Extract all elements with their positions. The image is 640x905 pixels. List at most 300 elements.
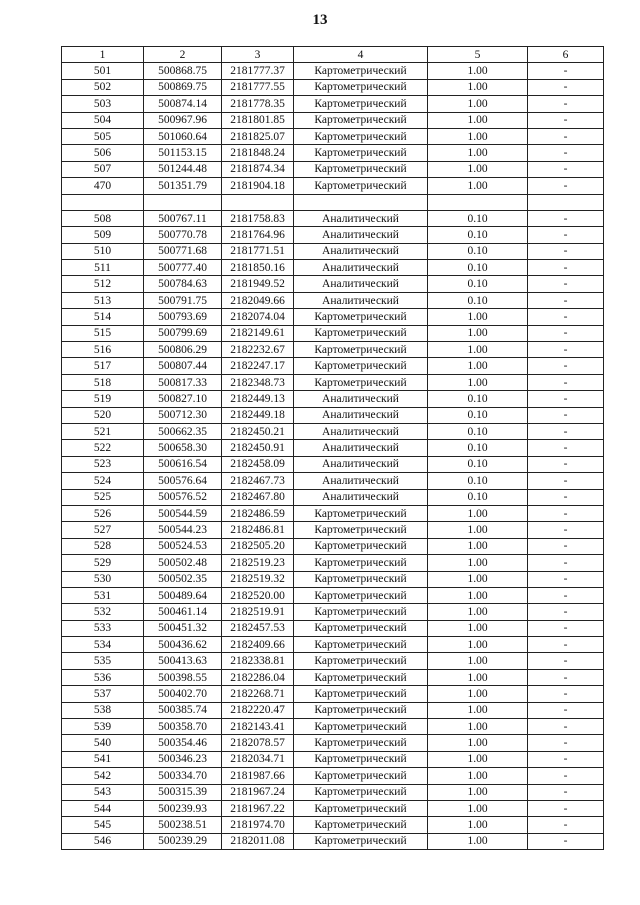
- cell-y: 2182519.32: [222, 571, 294, 587]
- cell-y: 2181874.34: [222, 161, 294, 177]
- cell-y: 2182505.20: [222, 538, 294, 554]
- cell-x: 500436.62: [144, 637, 222, 653]
- cell-point-number: 503: [62, 96, 144, 112]
- cell-x: 500868.75: [144, 63, 222, 79]
- cell-method: Аналитический: [294, 456, 428, 472]
- cell-description: -: [528, 620, 604, 636]
- cell-method: Картометрический: [294, 342, 428, 358]
- cell-method: Аналитический: [294, 407, 428, 423]
- cell-x: 500967.96: [144, 112, 222, 128]
- cell-description: -: [528, 604, 604, 620]
- table-row: [62, 505, 604, 521]
- cell-y: 2181777.55: [222, 79, 294, 95]
- cell-y: 2182011.08: [222, 833, 294, 849]
- table-row: [62, 456, 604, 472]
- cell-point-number: 529: [62, 555, 144, 571]
- cell-method: Картометрический: [294, 833, 428, 849]
- cell-x: 500544.23: [144, 522, 222, 538]
- cell-method: Картометрический: [294, 358, 428, 374]
- cell-description: -: [528, 686, 604, 702]
- cell-accuracy: 1.00: [428, 751, 528, 767]
- cell-y: 2182232.67: [222, 342, 294, 358]
- table-row: [62, 128, 604, 144]
- cell-accuracy: 1.00: [428, 161, 528, 177]
- table-row: [62, 571, 604, 587]
- cell-x: 500358.70: [144, 719, 222, 735]
- table-row: [62, 587, 604, 603]
- table-row: [62, 440, 604, 456]
- cell-y: 2182449.13: [222, 391, 294, 407]
- cell-method: Картометрический: [294, 145, 428, 161]
- cell-accuracy: 0.10: [428, 391, 528, 407]
- cell-point-number: 539: [62, 719, 144, 735]
- cell-point-number: 536: [62, 669, 144, 685]
- table-row: [62, 276, 604, 292]
- cell-x: 501153.15: [144, 145, 222, 161]
- cell-point-number: 535: [62, 653, 144, 669]
- cell-point-number: 501: [62, 63, 144, 79]
- cell-description: -: [528, 391, 604, 407]
- cell-accuracy: 1.00: [428, 505, 528, 521]
- cell-description: -: [528, 473, 604, 489]
- cell-y: 2182450.21: [222, 423, 294, 439]
- cell-description: -: [528, 817, 604, 833]
- cell-accuracy: 1.00: [428, 358, 528, 374]
- table-row: [62, 325, 604, 341]
- table-row: [62, 194, 604, 210]
- cell-y: 2182467.73: [222, 473, 294, 489]
- cell-method: Картометрический: [294, 800, 428, 816]
- cell-point-number: 532: [62, 604, 144, 620]
- cell-y: 2182268.71: [222, 686, 294, 702]
- table-row: [62, 161, 604, 177]
- cell-method: Картометрический: [294, 161, 428, 177]
- cell-method: Картометрический: [294, 571, 428, 587]
- cell-y: 2181967.24: [222, 784, 294, 800]
- cell-y: 2181764.96: [222, 227, 294, 243]
- table-row: [62, 473, 604, 489]
- cell-y: 2181848.24: [222, 145, 294, 161]
- cell-description: -: [528, 309, 604, 325]
- cell-accuracy: 1.00: [428, 96, 528, 112]
- cell-description: -: [528, 260, 604, 276]
- cell-method: Картометрический: [294, 96, 428, 112]
- cell-y: 2182149.61: [222, 325, 294, 341]
- cell-description: -: [528, 751, 604, 767]
- cell-method: Аналитический: [294, 210, 428, 226]
- cell-method: Аналитический: [294, 276, 428, 292]
- table-row: [62, 604, 604, 620]
- table-row: [62, 292, 604, 308]
- table-row: [62, 751, 604, 767]
- cell-y: 2181771.51: [222, 243, 294, 259]
- cell-accuracy: 0.10: [428, 440, 528, 456]
- cell-x: 500712.30: [144, 407, 222, 423]
- cell-accuracy: 1.00: [428, 637, 528, 653]
- cell-accuracy: 0.10: [428, 260, 528, 276]
- cell-point-number: 523: [62, 456, 144, 472]
- table-row: [62, 620, 604, 636]
- table-row: [62, 112, 604, 128]
- cell-description: -: [528, 145, 604, 161]
- table-row: [62, 374, 604, 390]
- cell-y: 2181758.83: [222, 210, 294, 226]
- cell-accuracy: 1.00: [428, 79, 528, 95]
- cell-x: 500502.35: [144, 571, 222, 587]
- cell-x: 500576.64: [144, 473, 222, 489]
- cell-description: -: [528, 702, 604, 718]
- table-row: [62, 391, 604, 407]
- cell-accuracy: 1.00: [428, 325, 528, 341]
- cell-method: Картометрический: [294, 309, 428, 325]
- cell-method: Картометрический: [294, 555, 428, 571]
- cell-y: 2182247.17: [222, 358, 294, 374]
- cell-y: 2182286.04: [222, 669, 294, 685]
- cell-method: Картометрический: [294, 669, 428, 685]
- cell-description: -: [528, 784, 604, 800]
- cell-point-number: 526: [62, 505, 144, 521]
- cell-method: Картометрический: [294, 620, 428, 636]
- cell-y: 2181801.85: [222, 112, 294, 128]
- cell-description: -: [528, 243, 604, 259]
- cell-point-number: 525: [62, 489, 144, 505]
- cell-accuracy: 1.00: [428, 63, 528, 79]
- cell-accuracy: 0.10: [428, 227, 528, 243]
- cell-method: Картометрический: [294, 63, 428, 79]
- cell-description: -: [528, 833, 604, 849]
- table-row: [62, 522, 604, 538]
- cell-point-number: 519: [62, 391, 144, 407]
- cell-accuracy: 1.00: [428, 800, 528, 816]
- cell-description: -: [528, 735, 604, 751]
- column-header-accuracy: 5: [428, 47, 528, 63]
- cell-method: Картометрический: [294, 735, 428, 751]
- cell-point-number: [62, 194, 144, 210]
- cell-accuracy: 1.00: [428, 522, 528, 538]
- cell-description: -: [528, 637, 604, 653]
- cell-description: -: [528, 653, 604, 669]
- cell-x: 500239.93: [144, 800, 222, 816]
- cell-x: 500874.14: [144, 96, 222, 112]
- cell-accuracy: 1.00: [428, 653, 528, 669]
- cell-method: Картометрический: [294, 768, 428, 784]
- cell-description: -: [528, 505, 604, 521]
- cell-accuracy: 0.10: [428, 292, 528, 308]
- cell-x: 501351.79: [144, 178, 222, 194]
- table-row: [62, 489, 604, 505]
- cell-point-number: 511: [62, 260, 144, 276]
- cell-method: Картометрический: [294, 686, 428, 702]
- cell-accuracy: 1.00: [428, 587, 528, 603]
- cell-y: [222, 194, 294, 210]
- cell-accuracy: 1.00: [428, 555, 528, 571]
- cell-point-number: 528: [62, 538, 144, 554]
- cell-method: Картометрический: [294, 505, 428, 521]
- table-row: [62, 538, 604, 554]
- cell-accuracy: 1.00: [428, 571, 528, 587]
- cell-x: 500238.51: [144, 817, 222, 833]
- cell-point-number: 522: [62, 440, 144, 456]
- cell-y: 2182143.41: [222, 719, 294, 735]
- cell-accuracy: 1.00: [428, 768, 528, 784]
- table-row: [62, 96, 604, 112]
- table-row: [62, 669, 604, 685]
- table-row: [62, 686, 604, 702]
- cell-description: -: [528, 128, 604, 144]
- cell-method: Картометрический: [294, 817, 428, 833]
- cell-accuracy: 1.00: [428, 784, 528, 800]
- cell-method: Аналитический: [294, 391, 428, 407]
- table-row: [62, 210, 604, 226]
- cell-accuracy: 1.00: [428, 735, 528, 751]
- cell-y: 2182409.66: [222, 637, 294, 653]
- cell-description: -: [528, 456, 604, 472]
- cell-method: [294, 194, 428, 210]
- cell-x: 500524.53: [144, 538, 222, 554]
- cell-description: -: [528, 719, 604, 735]
- cell-point-number: 508: [62, 210, 144, 226]
- table-row: [62, 342, 604, 358]
- cell-point-number: 506: [62, 145, 144, 161]
- cell-description: -: [528, 538, 604, 554]
- cell-x: 500616.54: [144, 456, 222, 472]
- cell-point-number: 543: [62, 784, 144, 800]
- cell-description: -: [528, 423, 604, 439]
- cell-accuracy: 1.00: [428, 702, 528, 718]
- cell-point-number: 509: [62, 227, 144, 243]
- cell-x: 500402.70: [144, 686, 222, 702]
- cell-method: Аналитический: [294, 423, 428, 439]
- cell-description: -: [528, 161, 604, 177]
- cell-point-number: 542: [62, 768, 144, 784]
- cell-x: 500767.11: [144, 210, 222, 226]
- cell-x: 500807.44: [144, 358, 222, 374]
- cell-y: 2181987.66: [222, 768, 294, 784]
- cell-point-number: 544: [62, 800, 144, 816]
- cell-x: 500770.78: [144, 227, 222, 243]
- cell-description: -: [528, 374, 604, 390]
- cell-accuracy: 0.10: [428, 243, 528, 259]
- table-row: [62, 145, 604, 161]
- table-row: [62, 784, 604, 800]
- cell-description: -: [528, 63, 604, 79]
- table-row: [62, 719, 604, 735]
- cell-description: -: [528, 342, 604, 358]
- cell-x: 500658.30: [144, 440, 222, 456]
- cell-x: 500544.59: [144, 505, 222, 521]
- cell-method: Картометрический: [294, 325, 428, 341]
- cell-accuracy: 1.00: [428, 342, 528, 358]
- cell-description: -: [528, 669, 604, 685]
- cell-accuracy: 1.00: [428, 833, 528, 849]
- cell-y: 2181777.37: [222, 63, 294, 79]
- cell-point-number: 534: [62, 637, 144, 653]
- cell-x: 500461.14: [144, 604, 222, 620]
- table-row: [62, 407, 604, 423]
- cell-method: Аналитический: [294, 243, 428, 259]
- table-row: [62, 227, 604, 243]
- cell-method: Картометрический: [294, 112, 428, 128]
- cell-point-number: 512: [62, 276, 144, 292]
- cell-point-number: 538: [62, 702, 144, 718]
- cell-accuracy: 1.00: [428, 669, 528, 685]
- cell-point-number: 520: [62, 407, 144, 423]
- cell-x: 500451.32: [144, 620, 222, 636]
- cell-point-number: 505: [62, 128, 144, 144]
- cell-x: 500239.29: [144, 833, 222, 849]
- cell-point-number: 540: [62, 735, 144, 751]
- cell-point-number: 533: [62, 620, 144, 636]
- cell-description: -: [528, 555, 604, 571]
- cell-description: -: [528, 407, 604, 423]
- table-row: [62, 833, 604, 849]
- cell-method: Картометрический: [294, 604, 428, 620]
- cell-x: 500869.75: [144, 79, 222, 95]
- cell-accuracy: 1.00: [428, 538, 528, 554]
- cell-y: 2182486.81: [222, 522, 294, 538]
- cell-x: [144, 194, 222, 210]
- cell-y: 2182078.57: [222, 735, 294, 751]
- cell-method: Картометрический: [294, 522, 428, 538]
- cell-point-number: 510: [62, 243, 144, 259]
- cell-point-number: 515: [62, 325, 144, 341]
- cell-x: 500827.10: [144, 391, 222, 407]
- cell-x: 500315.39: [144, 784, 222, 800]
- cell-x: 500817.33: [144, 374, 222, 390]
- cell-accuracy: 1.00: [428, 145, 528, 161]
- cell-point-number: 504: [62, 112, 144, 128]
- cell-method: Картометрический: [294, 178, 428, 194]
- cell-accuracy: 1.00: [428, 128, 528, 144]
- cell-x: 500791.75: [144, 292, 222, 308]
- coordinates-table: [61, 46, 604, 850]
- cell-x: 500806.29: [144, 342, 222, 358]
- cell-description: -: [528, 768, 604, 784]
- cell-y: 2182519.23: [222, 555, 294, 571]
- cell-description: -: [528, 292, 604, 308]
- cell-point-number: 516: [62, 342, 144, 358]
- cell-y: 2182519.91: [222, 604, 294, 620]
- cell-y: 2182467.80: [222, 489, 294, 505]
- table-row: [62, 260, 604, 276]
- table-row: [62, 178, 604, 194]
- table-row: [62, 817, 604, 833]
- cell-y: 2182458.09: [222, 456, 294, 472]
- cell-description: -: [528, 325, 604, 341]
- cell-method: Аналитический: [294, 440, 428, 456]
- table-row: [62, 309, 604, 325]
- cell-x: 500771.68: [144, 243, 222, 259]
- cell-method: Картометрический: [294, 751, 428, 767]
- cell-y: 2182220.47: [222, 702, 294, 718]
- cell-y: 2181850.16: [222, 260, 294, 276]
- cell-x: 500413.63: [144, 653, 222, 669]
- cell-method: Картометрический: [294, 587, 428, 603]
- cell-point-number: 545: [62, 817, 144, 833]
- cell-x: 501244.48: [144, 161, 222, 177]
- cell-x: 500489.64: [144, 587, 222, 603]
- cell-method: Картометрический: [294, 702, 428, 718]
- cell-x: 500793.69: [144, 309, 222, 325]
- cell-x: 500777.40: [144, 260, 222, 276]
- table-row: [62, 653, 604, 669]
- cell-point-number: 531: [62, 587, 144, 603]
- cell-point-number: 514: [62, 309, 144, 325]
- table-row: [62, 79, 604, 95]
- cell-accuracy: [428, 194, 528, 210]
- cell-accuracy: 0.10: [428, 456, 528, 472]
- cell-accuracy: 0.10: [428, 210, 528, 226]
- cell-y: 2182348.73: [222, 374, 294, 390]
- cell-description: -: [528, 79, 604, 95]
- cell-x: 500346.23: [144, 751, 222, 767]
- cell-x: 500502.48: [144, 555, 222, 571]
- cell-y: 2182074.04: [222, 309, 294, 325]
- cell-accuracy: 1.00: [428, 604, 528, 620]
- cell-y: 2181949.52: [222, 276, 294, 292]
- cell-description: -: [528, 522, 604, 538]
- table-row: [62, 637, 604, 653]
- cell-method: Картометрический: [294, 538, 428, 554]
- column-header-y: 3: [222, 47, 294, 63]
- cell-description: -: [528, 276, 604, 292]
- cell-accuracy: 1.00: [428, 620, 528, 636]
- cell-description: -: [528, 178, 604, 194]
- cell-x: 501060.64: [144, 128, 222, 144]
- cell-point-number: 513: [62, 292, 144, 308]
- cell-method: Картометрический: [294, 784, 428, 800]
- cell-method: Картометрический: [294, 637, 428, 653]
- cell-point-number: 517: [62, 358, 144, 374]
- cell-x: 500398.55: [144, 669, 222, 685]
- cell-y: 2182338.81: [222, 653, 294, 669]
- table-row: [62, 702, 604, 718]
- column-header-description: 6: [528, 47, 604, 63]
- table-row: [62, 768, 604, 784]
- table-row: [62, 800, 604, 816]
- cell-x: 500662.35: [144, 423, 222, 439]
- table-row: [62, 63, 604, 79]
- cell-x: 500784.63: [144, 276, 222, 292]
- cell-description: -: [528, 358, 604, 374]
- cell-point-number: 507: [62, 161, 144, 177]
- cell-method: Картометрический: [294, 128, 428, 144]
- cell-y: 2182486.59: [222, 505, 294, 521]
- column-header-point-number: 1: [62, 47, 144, 63]
- cell-y: 2182520.00: [222, 587, 294, 603]
- cell-method: Картометрический: [294, 719, 428, 735]
- cell-method: Аналитический: [294, 292, 428, 308]
- table-row: [62, 423, 604, 439]
- cell-x: 500576.52: [144, 489, 222, 505]
- cell-y: 2181904.18: [222, 178, 294, 194]
- table-row: [62, 243, 604, 259]
- cell-method: Картометрический: [294, 79, 428, 95]
- cell-method: Картометрический: [294, 653, 428, 669]
- cell-point-number: 518: [62, 374, 144, 390]
- cell-description: -: [528, 587, 604, 603]
- cell-accuracy: 0.10: [428, 276, 528, 292]
- column-header-method: 4: [294, 47, 428, 63]
- cell-x: 500334.70: [144, 768, 222, 784]
- page-number: 13: [312, 12, 328, 28]
- cell-accuracy: 1.00: [428, 374, 528, 390]
- cell-accuracy: 0.10: [428, 407, 528, 423]
- table-row: [62, 555, 604, 571]
- cell-method: Аналитический: [294, 260, 428, 276]
- cell-y: 2182449.18: [222, 407, 294, 423]
- cell-x: 500385.74: [144, 702, 222, 718]
